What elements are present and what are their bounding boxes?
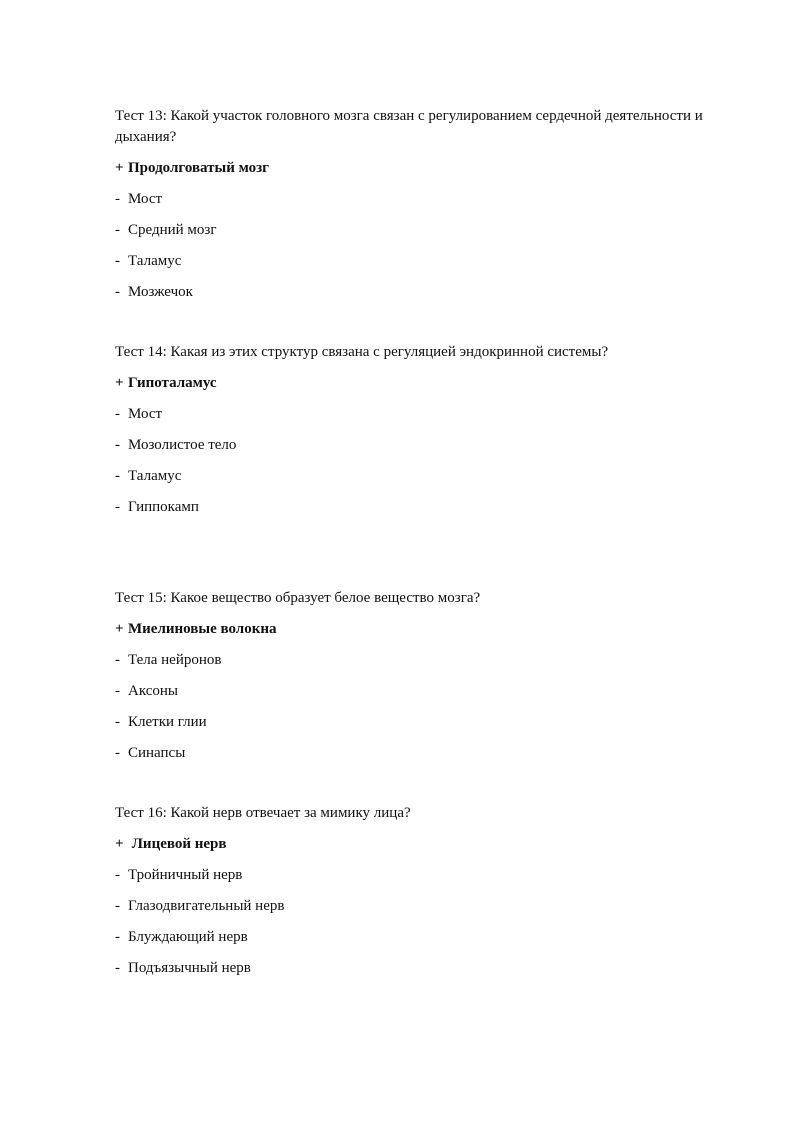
answer-option xyxy=(115,650,755,671)
correct-marker: + xyxy=(115,836,124,852)
wrong-marker: - xyxy=(115,222,120,238)
answer-option xyxy=(115,497,755,518)
wrong-marker: - xyxy=(115,253,120,269)
correct-marker: + xyxy=(115,621,124,637)
wrong-marker: - xyxy=(115,652,120,668)
correct-answer xyxy=(115,158,755,179)
answer-option xyxy=(115,681,755,702)
wrong-marker: - xyxy=(115,437,120,453)
answer-option xyxy=(115,189,755,210)
answer-text: Мозжечок xyxy=(128,284,193,300)
wrong-marker: - xyxy=(115,284,120,300)
correct-marker: + xyxy=(115,160,124,176)
answer-text: Гипоталамус xyxy=(128,375,217,391)
answer-text: Мост xyxy=(128,191,163,207)
wrong-marker: - xyxy=(115,898,120,914)
answer-option xyxy=(115,896,755,917)
answer-text: Мозолистое тело xyxy=(128,437,237,453)
answer-text: Гиппокамп xyxy=(128,499,199,515)
answer-option xyxy=(115,865,755,886)
question-text: Тест 16: Какой нерв отвечает за мимику лица? xyxy=(115,805,411,821)
answer-text: Глазодвигательный нерв xyxy=(128,898,285,914)
answer-option xyxy=(115,435,755,456)
wrong-marker: - xyxy=(115,191,120,207)
question-13 xyxy=(115,106,755,303)
answer-option xyxy=(115,712,755,733)
answer-option xyxy=(115,220,755,241)
answer-text: Блуждающий нерв xyxy=(128,929,248,945)
answer-text: Аксоны xyxy=(128,683,179,699)
wrong-marker: - xyxy=(115,406,120,422)
correct-answer xyxy=(115,834,755,855)
answer-text: Тройничный нерв xyxy=(128,867,243,883)
wrong-marker: - xyxy=(115,714,120,730)
answer-option xyxy=(115,958,755,979)
correct-answer xyxy=(115,619,755,640)
answer-text: Лицевой нерв xyxy=(131,836,227,852)
wrong-marker: - xyxy=(115,683,120,699)
answer-text: Таламус xyxy=(128,468,182,484)
wrong-marker: - xyxy=(115,499,120,515)
correct-marker: + xyxy=(115,375,124,391)
question-text: Тест 14: Какая из этих структур связана с регуляцией эндокринной системы? xyxy=(115,344,609,360)
question-14 xyxy=(115,342,755,518)
wrong-marker: - xyxy=(115,745,120,761)
answer-text: Клетки глии xyxy=(128,714,207,730)
wrong-marker: - xyxy=(115,929,120,945)
wrong-marker: - xyxy=(115,468,120,484)
answer-text: Миелиновые волокна xyxy=(128,621,277,637)
answer-text: Тела нейронов xyxy=(128,652,222,668)
question-16 xyxy=(115,803,755,979)
question-text: Тест 13: Какой участок головного мозга связан с регулированием сердечной деятельности и дыхания? xyxy=(115,108,703,145)
answer-text: Подъязычный нерв xyxy=(128,960,251,976)
answer-option xyxy=(115,466,755,487)
wrong-marker: - xyxy=(115,960,120,976)
answer-option xyxy=(115,251,755,272)
answer-text: Средний мозг xyxy=(128,222,217,238)
answer-option xyxy=(115,282,755,303)
answer-text: Таламус xyxy=(128,253,182,269)
question-text: Тест 15: Какое вещество образует белое вещество мозга? xyxy=(115,590,481,606)
answer-text: Синапсы xyxy=(128,745,186,761)
wrong-marker: - xyxy=(115,867,120,883)
answer-option xyxy=(115,404,755,425)
answer-option xyxy=(115,743,755,764)
question-15 xyxy=(115,588,755,764)
answer-option xyxy=(115,927,755,948)
answer-text: Мост xyxy=(128,406,163,422)
correct-answer xyxy=(115,373,755,394)
answer-text: Продолговатый мозг xyxy=(128,160,269,176)
